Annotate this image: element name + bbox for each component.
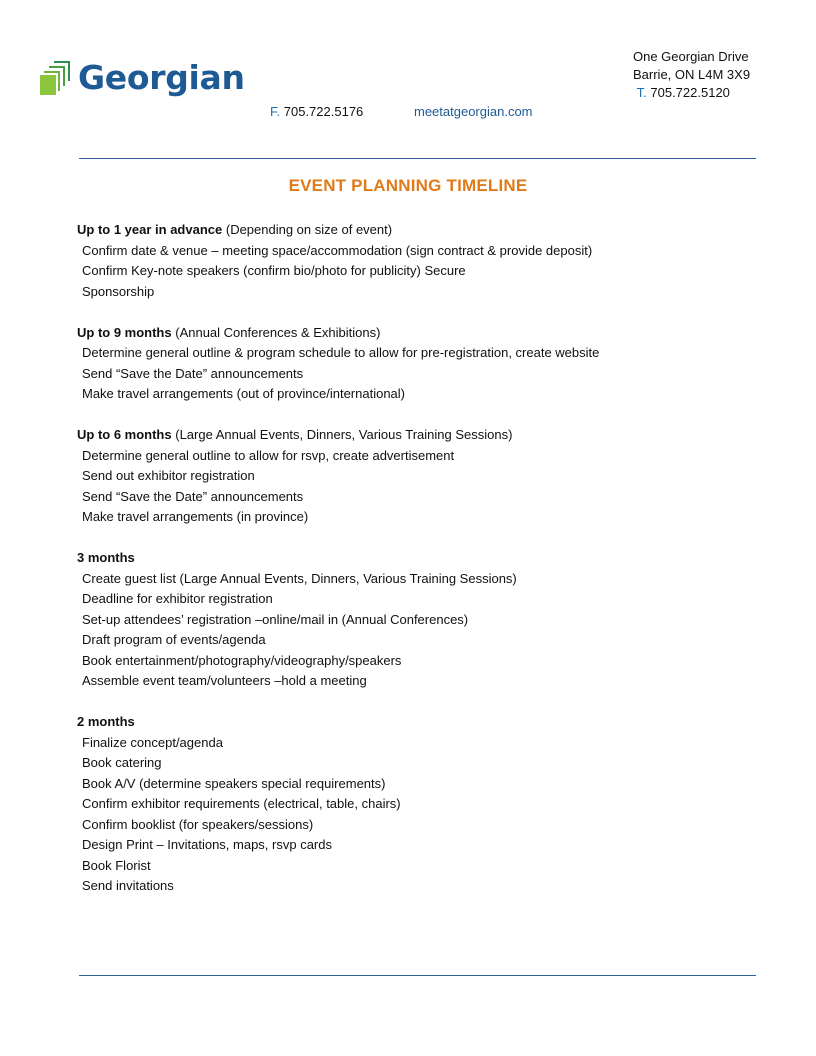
timeline-item: Make travel arrangements (in province) xyxy=(82,509,309,524)
fax-number: 705.722.5176 xyxy=(283,104,364,119)
section-heading-label: 2 months xyxy=(77,714,135,729)
top-divider xyxy=(79,158,756,159)
timeline-item: Determine general outline & program schedule to allow for pre-registration, create website xyxy=(82,345,600,360)
timeline-item: Send “Save the Date” announcements xyxy=(82,365,304,381)
timeline-section xyxy=(77,220,777,302)
timeline-item: Sponsorship xyxy=(82,283,155,299)
page-title: EVENT PLANNING TIMELINE xyxy=(288,176,528,195)
timeline-item: Deadline for exhibitor registration xyxy=(82,591,273,606)
fax-prefix: F. xyxy=(270,104,281,119)
timeline-item: Confirm Key-note speakers (confirm bio/photo for publicity) Secure xyxy=(82,263,466,278)
logo-wordmark: Georgian xyxy=(78,58,245,97)
section-heading-label: Up to 1 year in advance xyxy=(77,222,223,237)
section-heading xyxy=(77,425,777,446)
timeline-section xyxy=(77,548,777,692)
timeline-item: Confirm booklist (for speakers/sessions) xyxy=(82,816,314,832)
timeline-item: Determine general outline to allow for rsvp, create advertisement xyxy=(82,447,455,463)
timeline-item: Draft program of events/agenda xyxy=(82,632,266,647)
website-link[interactable]: meetatgeorgian.com xyxy=(414,104,533,119)
timeline-item: Finalize concept/agenda xyxy=(82,734,223,750)
timeline-item: Set-up attendees’ registration –online/mail in (Annual Conferences) xyxy=(82,611,469,627)
timeline-section xyxy=(77,425,777,528)
section-heading-note: (Depending on size of event) xyxy=(225,222,393,237)
timeline-content xyxy=(77,220,777,917)
timeline-item: Create guest list (Large Annual Events, Dinners, Various Training Sessions) xyxy=(82,570,517,586)
timeline-item: Book Florist xyxy=(82,857,151,873)
section-heading xyxy=(77,323,777,344)
timeline-item: Send “Save the Date” announcements xyxy=(82,488,304,504)
section-heading xyxy=(77,712,777,733)
phone-prefix: T. xyxy=(636,85,647,100)
timeline-item: Confirm date & venue – meeting space/accommodation (sign contract & provide deposit) xyxy=(82,242,593,258)
timeline-item: Book catering xyxy=(82,755,162,770)
section-heading-label: Up to 6 months xyxy=(77,427,172,442)
section-heading xyxy=(77,548,777,569)
section-heading-note: (Large Annual Events, Dinners, Various Training Sessions) xyxy=(175,427,513,442)
section-heading-label: Up to 9 months xyxy=(77,324,172,340)
timeline-section xyxy=(77,323,777,405)
bottom-divider xyxy=(79,975,756,976)
section-heading-note: (Annual Conferences & Exhibitions) xyxy=(175,324,381,340)
section-heading xyxy=(77,220,777,241)
timeline-item: Confirm exhibitor requirements (electrical, table, chairs) xyxy=(82,796,401,811)
address-line-1: One Georgian Drive xyxy=(633,49,749,64)
address-block xyxy=(633,48,750,102)
timeline-item: Design Print – Invitations, maps, rsvp cards xyxy=(82,837,332,852)
georgian-leaf-icon xyxy=(40,61,74,95)
section-heading-label: 3 months xyxy=(77,550,135,565)
timeline-item: Send invitations xyxy=(82,878,174,893)
fax-line xyxy=(270,104,363,119)
georgian-logo xyxy=(40,58,245,98)
timeline-item: Book A/V (determine speakers special requirements) xyxy=(82,775,386,791)
timeline-section xyxy=(77,712,777,897)
address-line-2: Barrie, ON L4M 3X9 xyxy=(633,67,751,82)
phone-number: 705.722.5120 xyxy=(650,85,730,100)
timeline-item: Assemble event team/volunteers –hold a meeting xyxy=(82,673,367,688)
timeline-item: Send out exhibitor registration xyxy=(82,468,255,483)
timeline-item: Make travel arrangements (out of province/international) xyxy=(82,386,405,401)
phone-line xyxy=(633,84,750,102)
timeline-item: Book entertainment/photography/videography/speakers xyxy=(82,652,402,668)
